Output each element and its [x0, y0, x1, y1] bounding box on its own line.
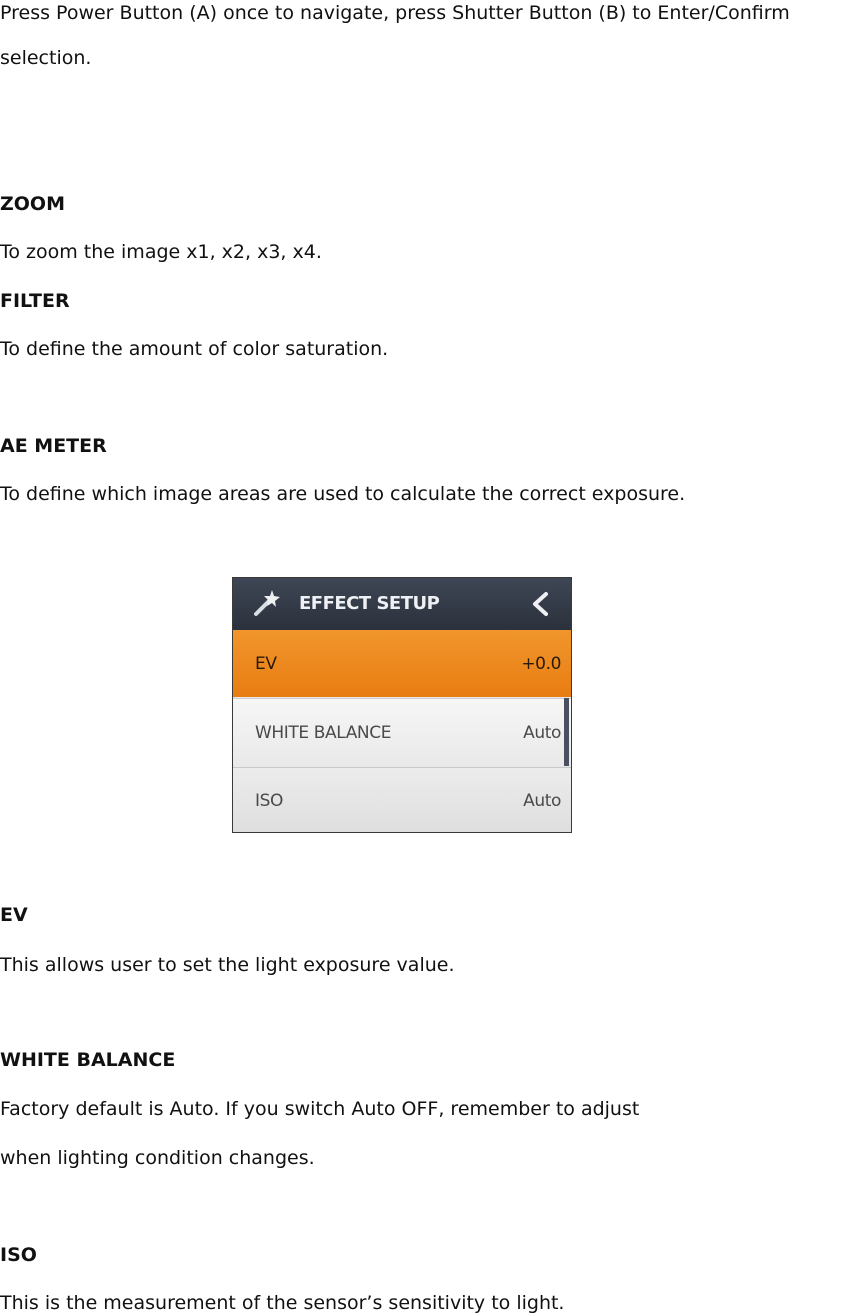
camera-screen-photo [232, 577, 572, 833]
menu-row-value: Auto [523, 722, 561, 743]
ae-meter-description: To define which image areas are used to calculate the correct exposure. [0, 483, 686, 505]
ev-description: This allows user to set the light exposure value. [0, 954, 455, 976]
iso-description: This is the measurement of the sensor’s sensitivity to light. [0, 1292, 565, 1314]
intro-line-1: Press Power Button (A) once to navigate, press Shutter Button (B) to Enter/Confirm [0, 2, 790, 24]
white-balance-description-line-1: Factory default is Auto. If you switch Auto OFF, remember to adjust [0, 1098, 640, 1120]
white-balance-heading: WHITE BALANCE [0, 1049, 176, 1071]
filter-description: To define the amount of color saturation. [0, 338, 389, 360]
zoom-description: To zoom the image x1, x2, x3, x4. [0, 241, 322, 263]
screen-header [233, 578, 571, 630]
white-balance-description-line-2: when lighting condition changes. [0, 1147, 315, 1169]
menu-row-value: +0.0 [521, 653, 561, 674]
menu-row-label: EV [255, 653, 277, 674]
intro-line-2: selection. [0, 47, 92, 69]
menu-row-label: WHITE BALANCE [255, 722, 392, 743]
screen-title: EFFECT SETUP [299, 593, 440, 614]
magic-wand-icon [251, 588, 281, 618]
iso-heading: ISO [0, 1244, 37, 1266]
menu-row-white-balance[interactable] [233, 698, 571, 766]
filter-heading: FILTER [0, 290, 70, 312]
ev-heading: EV [0, 904, 28, 926]
menu-row-value: Auto [523, 791, 561, 811]
chevron-left-icon[interactable] [529, 591, 551, 617]
menu-row-iso[interactable] [233, 767, 571, 833]
menu-row-label: ISO [255, 791, 283, 811]
zoom-heading: ZOOM [0, 193, 65, 215]
menu-row-ev[interactable] [233, 630, 571, 697]
screen-scrollbar[interactable] [564, 698, 569, 766]
ae-meter-heading: AE METER [0, 435, 107, 457]
